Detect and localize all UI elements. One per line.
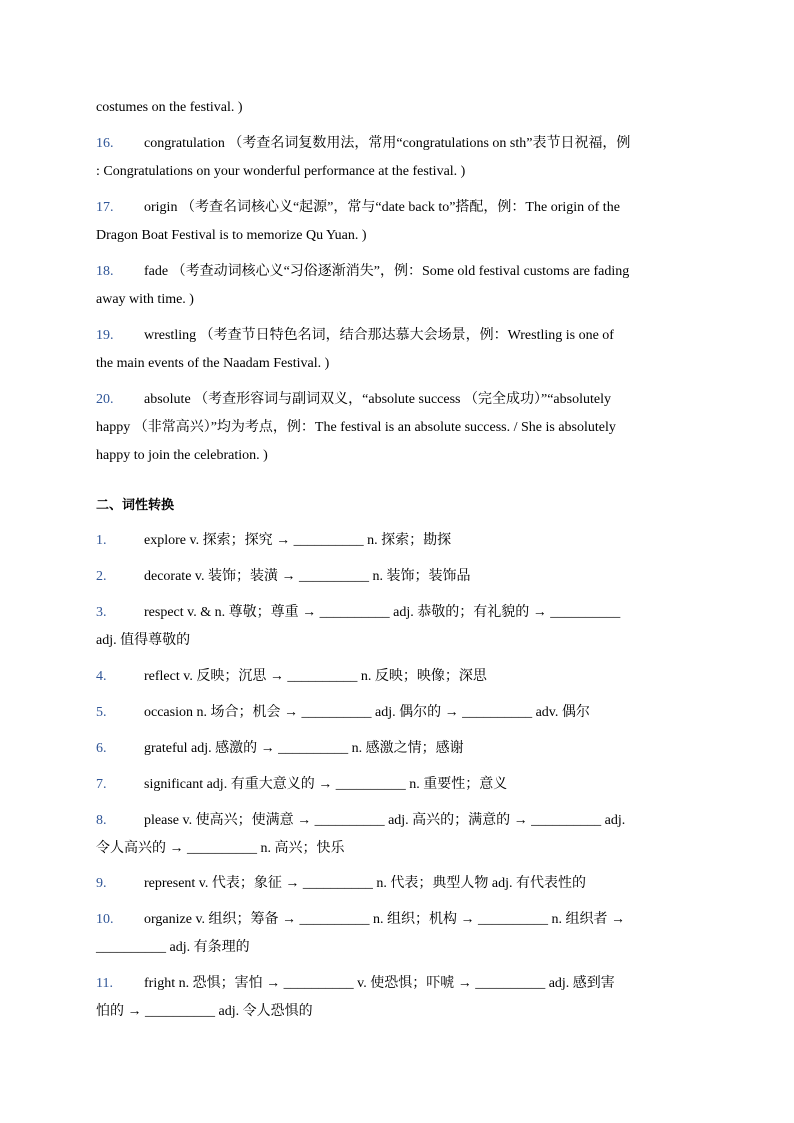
item-number: 17. (96, 200, 114, 215)
list-item (96, 531, 451, 551)
item-text: respect v. & n. 尊敬；尊重 → __________ adj. 恭敬的；有礼貌的 → __________ (144, 605, 621, 620)
item-continuation: 怕的 → __________ adj. 令人恐惧的 (96, 1004, 313, 1019)
item-number: 7. (96, 777, 107, 792)
list-item (96, 974, 615, 994)
section-heading: 二、词性转换 (96, 498, 175, 513)
list-item (96, 667, 487, 687)
list-item (96, 603, 620, 623)
item-number: 2. (96, 569, 107, 584)
item-number: 4. (96, 669, 107, 684)
item-text: fade （考查动词核心义“习俗逐渐消失”，例：Some old festival customs are fading (144, 264, 630, 279)
item-text: reflect v. 反映；沉思 → __________ n. 反映；映像；深思 (144, 669, 487, 684)
item-continuation: Dragon Boat Festival is to memorize Qu Yuan. ) (96, 228, 367, 243)
item-number: 6. (96, 741, 107, 756)
item-number: 1. (96, 533, 107, 548)
item-number: 18. (96, 264, 114, 279)
item-continuation: happy to join the celebration. ) (96, 448, 268, 463)
item-text: decorate v. 装饰；装潢 → __________ n. 装饰；装饰品 (144, 569, 471, 584)
item-continuation: : Congratulations on your wonderful performance at the festival. ) (96, 164, 466, 179)
item-text: occasion n. 场合；机会 → __________ adj. 偶尔的 → __________ adv. 偶尔 (144, 705, 590, 720)
item-number: 5. (96, 705, 107, 720)
continued-text: costumes on the festival. ) (96, 100, 243, 115)
list-item (96, 326, 614, 346)
list-item (96, 739, 464, 759)
item-number: 9. (96, 876, 107, 891)
item-number: 16. (96, 136, 114, 151)
list-item (96, 198, 620, 218)
item-text: origin （考查名词核心义“起源”，常与“date back to”搭配，例：The origin of the (144, 200, 620, 215)
item-continuation: away with time. ) (96, 292, 194, 307)
item-continuation: happy （非常高兴）”均为考点，例：The festival is an absolute success. / She is absolutely (96, 420, 616, 435)
item-text: congratulation （考查名词复数用法，常用“congratulations on sth”表节日祝福，例 (144, 136, 631, 151)
list-item (96, 262, 629, 282)
list-item (96, 811, 625, 831)
item-number: 8. (96, 813, 107, 828)
item-number: 11. (96, 976, 113, 991)
item-text: explore v. 探索；探究 → __________ n. 探索；勘探 (144, 533, 452, 548)
item-text: fright n. 恐惧；害怕 → __________ v. 使恐惧；吓唬 → __________ adj. 感到害 (144, 976, 615, 991)
list-item (96, 567, 471, 587)
list-item (96, 703, 590, 723)
list-item (96, 134, 630, 154)
list-item (96, 390, 611, 410)
item-number: 10. (96, 912, 114, 927)
item-text: organize v. 组织；筹备 → __________ n. 组织；机构 → __________ n. 组织者 → (144, 912, 626, 927)
item-text: absolute （考查形容词与副词双义，“absolute success （完全成功）”“absolutely (144, 392, 611, 407)
item-text: grateful adj. 感激的 → __________ n. 感激之情；感谢 (144, 741, 464, 756)
list-item (96, 775, 507, 795)
item-continuation: __________ adj. 有条理的 (96, 940, 250, 955)
item-text: significant adj. 有重大意义的 → __________ n. 重要性；意义 (144, 777, 508, 792)
item-continuation: 令人高兴的 → __________ n. 高兴；快乐 (96, 841, 345, 856)
item-number: 20. (96, 392, 114, 407)
item-continuation: the main events of the Naadam Festival. ) (96, 356, 330, 371)
item-number: 19. (96, 328, 114, 343)
list-item (96, 874, 586, 894)
list-item (96, 910, 625, 930)
item-text: wrestling （考查节日特色名词，结合那达慕大会场景，例：Wrestling is one of (144, 328, 614, 343)
item-number: 3. (96, 605, 107, 620)
item-text: please v. 使高兴；使满意 → __________ adj. 高兴的；满意的 → __________ adj. (144, 813, 626, 828)
item-continuation: adj. 值得尊敬的 (96, 633, 191, 648)
item-text: represent v. 代表；象征 → __________ n. 代表；典型人物 adj. 有代表性的 (144, 876, 586, 891)
